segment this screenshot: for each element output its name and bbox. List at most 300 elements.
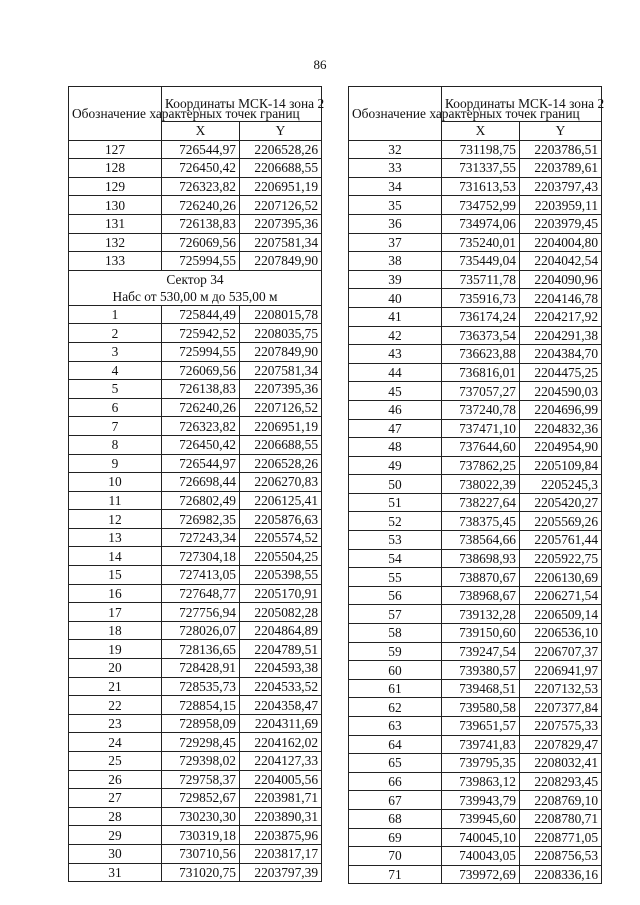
point-number: 15 xyxy=(69,566,162,585)
table-row xyxy=(69,435,322,454)
table-row xyxy=(69,305,322,324)
coord-x: 727304,18 xyxy=(162,547,240,566)
header-x: X xyxy=(162,122,240,141)
coord-y: 2204127,33 xyxy=(240,752,322,771)
point-number: 21 xyxy=(69,677,162,696)
coord-x: 731613,53 xyxy=(442,177,520,196)
coord-y: 2204832,36 xyxy=(520,419,602,438)
coord-x: 725942,52 xyxy=(162,324,240,343)
point-number: 60 xyxy=(349,661,442,680)
coord-x: 730710,56 xyxy=(162,844,240,863)
coord-y: 2204384,70 xyxy=(520,345,602,364)
coord-y: 2205420,27 xyxy=(520,493,602,512)
coord-x: 726069,56 xyxy=(162,233,240,252)
table-row xyxy=(349,214,602,233)
table-row xyxy=(349,661,602,680)
coord-x: 739150,60 xyxy=(442,624,520,643)
point-number: 4 xyxy=(69,361,162,380)
table-row xyxy=(349,177,602,196)
coord-x: 727648,77 xyxy=(162,584,240,603)
point-number: 9 xyxy=(69,454,162,473)
coord-y: 2207395,36 xyxy=(240,214,322,233)
coord-y: 2204533,52 xyxy=(240,677,322,696)
point-number: 56 xyxy=(349,586,442,605)
point-number: 8 xyxy=(69,435,162,454)
coord-x: 735711,78 xyxy=(442,270,520,289)
table-row xyxy=(69,733,322,752)
coord-x: 728428,91 xyxy=(162,659,240,678)
coord-y: 2205109,84 xyxy=(520,456,602,475)
table-row xyxy=(69,621,322,640)
point-number: 62 xyxy=(349,698,442,717)
coord-y: 2207849,90 xyxy=(240,252,322,271)
coord-x: 726450,42 xyxy=(162,159,240,178)
coord-y: 2203797,43 xyxy=(520,177,602,196)
table-row xyxy=(349,642,602,661)
table-row xyxy=(349,586,602,605)
point-number: 12 xyxy=(69,510,162,529)
coord-x: 725994,55 xyxy=(162,342,240,361)
coord-x: 740045,10 xyxy=(442,828,520,847)
point-number: 130 xyxy=(69,196,162,215)
coord-x: 728026,07 xyxy=(162,621,240,640)
table-row xyxy=(69,342,322,361)
coord-x: 728136,65 xyxy=(162,640,240,659)
coord-y: 2207849,90 xyxy=(240,342,322,361)
table-row xyxy=(69,398,322,417)
point-number: 51 xyxy=(349,493,442,512)
point-number: 71 xyxy=(349,865,442,884)
coord-y: 2204954,90 xyxy=(520,438,602,457)
point-number: 52 xyxy=(349,512,442,531)
coord-x: 737862,25 xyxy=(442,456,520,475)
table-row xyxy=(69,752,322,771)
coord-y: 2207377,84 xyxy=(520,698,602,717)
table-row xyxy=(69,714,322,733)
point-number: 40 xyxy=(349,289,442,308)
point-number: 31 xyxy=(69,863,162,882)
table-row xyxy=(69,659,322,678)
coord-x: 738698,93 xyxy=(442,549,520,568)
coord-y: 2206707,37 xyxy=(520,642,602,661)
coord-y: 2208780,71 xyxy=(520,809,602,828)
table-row xyxy=(69,789,322,808)
coord-x: 738022,39 xyxy=(442,475,520,494)
coord-y: 2203786,51 xyxy=(520,140,602,159)
header-y: Y xyxy=(520,122,602,141)
table-row xyxy=(69,324,322,343)
point-number: 25 xyxy=(69,752,162,771)
coord-x: 726240,26 xyxy=(162,196,240,215)
coord-x: 735240,01 xyxy=(442,233,520,252)
point-number: 43 xyxy=(349,345,442,364)
table-row xyxy=(349,140,602,159)
point-number: 20 xyxy=(69,659,162,678)
coord-x: 728958,09 xyxy=(162,714,240,733)
header-coordinates: Координаты МСК-14 зона 2 xyxy=(162,87,322,122)
coord-y: 2208015,78 xyxy=(240,305,322,324)
coord-y: 2205574,52 xyxy=(240,528,322,547)
coord-y: 2203981,71 xyxy=(240,789,322,808)
point-number: 39 xyxy=(349,270,442,289)
point-number: 55 xyxy=(349,568,442,587)
table-row xyxy=(69,566,322,585)
coord-y: 2204789,51 xyxy=(240,640,322,659)
sector-height-range: Набс от 530,00 м до 535,00 м xyxy=(112,288,278,304)
coord-x: 726138,83 xyxy=(162,380,240,399)
table-row xyxy=(69,603,322,622)
coord-y: 2204696,99 xyxy=(520,400,602,419)
coord-y: 2205082,28 xyxy=(240,603,322,622)
point-number: 70 xyxy=(349,847,442,866)
table-row xyxy=(349,252,602,271)
coord-x: 726138,83 xyxy=(162,214,240,233)
point-number: 50 xyxy=(349,475,442,494)
coord-x: 734752,99 xyxy=(442,196,520,215)
point-number: 57 xyxy=(349,605,442,624)
coord-x: 726323,82 xyxy=(162,177,240,196)
coord-y: 2205876,63 xyxy=(240,510,322,529)
coord-x: 728535,73 xyxy=(162,677,240,696)
point-number: 131 xyxy=(69,214,162,233)
table-row xyxy=(349,772,602,791)
table-row xyxy=(349,196,602,215)
coord-x: 726069,56 xyxy=(162,361,240,380)
table-row xyxy=(349,847,602,866)
coord-x: 731337,55 xyxy=(442,159,520,178)
coord-y: 2204004,80 xyxy=(520,233,602,252)
point-number: 129 xyxy=(69,177,162,196)
table-row xyxy=(349,624,602,643)
point-number: 13 xyxy=(69,528,162,547)
coord-y: 2207395,36 xyxy=(240,380,322,399)
point-number: 45 xyxy=(349,382,442,401)
table-row xyxy=(349,159,602,178)
point-number: 132 xyxy=(69,233,162,252)
table-row xyxy=(69,677,322,696)
table-row xyxy=(69,863,322,882)
point-number: 11 xyxy=(69,491,162,510)
table-row xyxy=(349,419,602,438)
table-row xyxy=(349,289,602,308)
point-number: 69 xyxy=(349,828,442,847)
header-x: X xyxy=(442,122,520,141)
table-row xyxy=(349,456,602,475)
point-number: 36 xyxy=(349,214,442,233)
table-row xyxy=(69,233,322,252)
coord-x: 739651,57 xyxy=(442,717,520,736)
coord-y: 2204311,69 xyxy=(240,714,322,733)
point-number: 49 xyxy=(349,456,442,475)
table-row xyxy=(69,528,322,547)
point-number: 19 xyxy=(69,640,162,659)
point-number: 2 xyxy=(69,324,162,343)
table-row xyxy=(349,233,602,252)
coord-x: 736174,24 xyxy=(442,307,520,326)
coord-y: 2207829,47 xyxy=(520,735,602,754)
table-row xyxy=(349,400,602,419)
coord-x: 727756,94 xyxy=(162,603,240,622)
header-coordinates: Координаты МСК-14 зона 2 xyxy=(442,87,602,122)
table-row xyxy=(69,547,322,566)
coord-y: 2206125,41 xyxy=(240,491,322,510)
point-number: 128 xyxy=(69,159,162,178)
coord-y: 2204291,38 xyxy=(520,326,602,345)
coord-x: 739972,69 xyxy=(442,865,520,884)
coord-x: 738870,67 xyxy=(442,568,520,587)
coord-y: 2204042,54 xyxy=(520,252,602,271)
point-number: 17 xyxy=(69,603,162,622)
table-row xyxy=(349,493,602,512)
coord-y: 2208293,45 xyxy=(520,772,602,791)
sector-title: Сектор 34 xyxy=(166,271,224,287)
coord-y: 2207126,52 xyxy=(240,398,322,417)
coord-x: 730319,18 xyxy=(162,826,240,845)
coord-x: 726450,42 xyxy=(162,435,240,454)
coord-x: 736816,01 xyxy=(442,363,520,382)
coord-x: 727243,34 xyxy=(162,528,240,547)
point-number: 41 xyxy=(349,307,442,326)
coord-x: 739247,54 xyxy=(442,642,520,661)
coord-y: 2203979,45 xyxy=(520,214,602,233)
coord-y: 2204217,92 xyxy=(520,307,602,326)
coord-y: 2203817,17 xyxy=(240,844,322,863)
coord-y: 2204005,56 xyxy=(240,770,322,789)
coord-x: 726240,26 xyxy=(162,398,240,417)
coordinates-table-right xyxy=(348,86,605,884)
coord-x: 738227,64 xyxy=(442,493,520,512)
coord-y: 2205761,44 xyxy=(520,531,602,550)
coord-x: 739468,51 xyxy=(442,679,520,698)
coord-x: 739132,28 xyxy=(442,605,520,624)
table-row xyxy=(69,380,322,399)
table-row xyxy=(349,754,602,773)
point-number: 38 xyxy=(349,252,442,271)
point-number: 5 xyxy=(69,380,162,399)
coord-y: 2208771,05 xyxy=(520,828,602,847)
table-row xyxy=(349,326,602,345)
coord-y: 2206528,26 xyxy=(240,140,322,159)
coord-y: 2206270,83 xyxy=(240,473,322,492)
table-row xyxy=(349,568,602,587)
coord-x: 729852,67 xyxy=(162,789,240,808)
coord-x: 739741,83 xyxy=(442,735,520,754)
header-point-label: Обозначение характерных точек границ xyxy=(69,87,162,141)
table-row xyxy=(349,865,602,884)
table-row xyxy=(69,491,322,510)
coord-x: 739863,12 xyxy=(442,772,520,791)
table-row xyxy=(69,417,322,436)
point-number: 48 xyxy=(349,438,442,457)
table-row xyxy=(349,605,602,624)
coord-y: 2206951,19 xyxy=(240,177,322,196)
table-row xyxy=(349,698,602,717)
coord-y: 2205922,75 xyxy=(520,549,602,568)
coord-y: 2208336,16 xyxy=(520,865,602,884)
table-row xyxy=(69,510,322,529)
coord-x: 736623,88 xyxy=(442,345,520,364)
coord-x: 728854,15 xyxy=(162,696,240,715)
point-number: 37 xyxy=(349,233,442,252)
coord-y: 2205569,26 xyxy=(520,512,602,531)
table-row xyxy=(69,252,322,271)
table-row xyxy=(349,512,602,531)
table-row xyxy=(349,531,602,550)
coord-x: 726698,44 xyxy=(162,473,240,492)
point-number: 18 xyxy=(69,621,162,640)
coord-y: 2203789,61 xyxy=(520,159,602,178)
point-number: 59 xyxy=(349,642,442,661)
coord-x: 730230,30 xyxy=(162,807,240,826)
coord-y: 2205245,3 xyxy=(520,475,602,494)
table-row xyxy=(349,438,602,457)
table-row xyxy=(349,345,602,364)
coord-x: 727413,05 xyxy=(162,566,240,585)
coord-x: 739943,79 xyxy=(442,791,520,810)
coord-y: 2206688,55 xyxy=(240,435,322,454)
table-row xyxy=(69,473,322,492)
coord-y: 2205170,91 xyxy=(240,584,322,603)
point-number: 65 xyxy=(349,754,442,773)
table-row xyxy=(69,454,322,473)
coord-y: 2208769,10 xyxy=(520,791,602,810)
coord-x: 726802,49 xyxy=(162,491,240,510)
coord-y: 2208756,53 xyxy=(520,847,602,866)
point-number: 24 xyxy=(69,733,162,752)
coord-x: 726982,35 xyxy=(162,510,240,529)
header-point-label: Обозначение характерных точек границ xyxy=(349,87,442,141)
coord-x: 736373,54 xyxy=(442,326,520,345)
coord-x: 735916,73 xyxy=(442,289,520,308)
coord-y: 2204146,78 xyxy=(520,289,602,308)
table-row xyxy=(69,361,322,380)
table-row xyxy=(69,770,322,789)
coord-x: 739795,35 xyxy=(442,754,520,773)
coord-y: 2204590,03 xyxy=(520,382,602,401)
point-number: 66 xyxy=(349,772,442,791)
coord-x: 739580,58 xyxy=(442,698,520,717)
table-row xyxy=(349,735,602,754)
point-number: 22 xyxy=(69,696,162,715)
point-number: 42 xyxy=(349,326,442,345)
sector-row xyxy=(69,270,322,305)
coord-x: 725994,55 xyxy=(162,252,240,271)
coord-x: 729758,37 xyxy=(162,770,240,789)
coord-y: 2205398,55 xyxy=(240,566,322,585)
table-row xyxy=(349,382,602,401)
coord-y: 2204162,02 xyxy=(240,733,322,752)
table-row xyxy=(349,809,602,828)
table-row xyxy=(349,717,602,736)
table-row xyxy=(69,177,322,196)
table-row xyxy=(349,270,602,289)
coord-y: 2203875,96 xyxy=(240,826,322,845)
point-number: 44 xyxy=(349,363,442,382)
table-row xyxy=(69,640,322,659)
coord-y: 2204090,96 xyxy=(520,270,602,289)
point-number: 26 xyxy=(69,770,162,789)
point-number: 35 xyxy=(349,196,442,215)
point-number: 14 xyxy=(69,547,162,566)
table-row xyxy=(69,826,322,845)
point-number: 7 xyxy=(69,417,162,436)
coord-y: 2206130,69 xyxy=(520,568,602,587)
coord-x: 737471,10 xyxy=(442,419,520,438)
coord-y: 2207126,52 xyxy=(240,196,322,215)
point-number: 10 xyxy=(69,473,162,492)
point-number: 46 xyxy=(349,400,442,419)
coord-x: 726544,97 xyxy=(162,454,240,473)
coord-x: 738375,45 xyxy=(442,512,520,531)
point-number: 63 xyxy=(349,717,442,736)
coord-y: 2206536,10 xyxy=(520,624,602,643)
point-number: 133 xyxy=(69,252,162,271)
point-number: 28 xyxy=(69,807,162,826)
point-number: 54 xyxy=(349,549,442,568)
coord-y: 2205504,25 xyxy=(240,547,322,566)
table-row xyxy=(69,140,322,159)
point-number: 30 xyxy=(69,844,162,863)
point-number: 29 xyxy=(69,826,162,845)
header-y: Y xyxy=(240,122,322,141)
coord-x: 729298,45 xyxy=(162,733,240,752)
table-row xyxy=(69,159,322,178)
sector-heading xyxy=(69,270,322,305)
coord-x: 739380,57 xyxy=(442,661,520,680)
header-row xyxy=(69,87,322,122)
point-number: 64 xyxy=(349,735,442,754)
coord-y: 2207581,34 xyxy=(240,233,322,252)
point-number: 23 xyxy=(69,714,162,733)
coord-x: 731020,75 xyxy=(162,863,240,882)
point-number: 58 xyxy=(349,624,442,643)
table-row xyxy=(69,844,322,863)
coord-x: 738564,66 xyxy=(442,531,520,550)
coord-y: 2206509,14 xyxy=(520,605,602,624)
coord-y: 2204593,38 xyxy=(240,659,322,678)
header-row xyxy=(349,87,602,122)
coord-y: 2208035,75 xyxy=(240,324,322,343)
coord-y: 2204864,89 xyxy=(240,621,322,640)
coord-x: 740043,05 xyxy=(442,847,520,866)
coord-x: 738968,67 xyxy=(442,586,520,605)
coord-y: 2207575,33 xyxy=(520,717,602,736)
coord-y: 2206528,26 xyxy=(240,454,322,473)
coord-x: 726323,82 xyxy=(162,417,240,436)
table-row xyxy=(69,696,322,715)
point-number: 1 xyxy=(69,305,162,324)
coord-x: 735449,04 xyxy=(442,252,520,271)
table-row xyxy=(349,679,602,698)
point-number: 61 xyxy=(349,679,442,698)
point-number: 27 xyxy=(69,789,162,808)
coord-x: 737057,27 xyxy=(442,382,520,401)
point-number: 67 xyxy=(349,791,442,810)
coord-y: 2208032,41 xyxy=(520,754,602,773)
coord-y: 2204475,25 xyxy=(520,363,602,382)
point-number: 68 xyxy=(349,809,442,828)
coordinates-table-left xyxy=(68,86,325,882)
table-row xyxy=(349,828,602,847)
point-number: 47 xyxy=(349,419,442,438)
table-row xyxy=(349,791,602,810)
coord-x: 737644,60 xyxy=(442,438,520,457)
coord-x: 737240,78 xyxy=(442,400,520,419)
coord-x: 731198,75 xyxy=(442,140,520,159)
coord-x: 729398,02 xyxy=(162,752,240,771)
coord-y: 2207581,34 xyxy=(240,361,322,380)
point-number: 127 xyxy=(69,140,162,159)
